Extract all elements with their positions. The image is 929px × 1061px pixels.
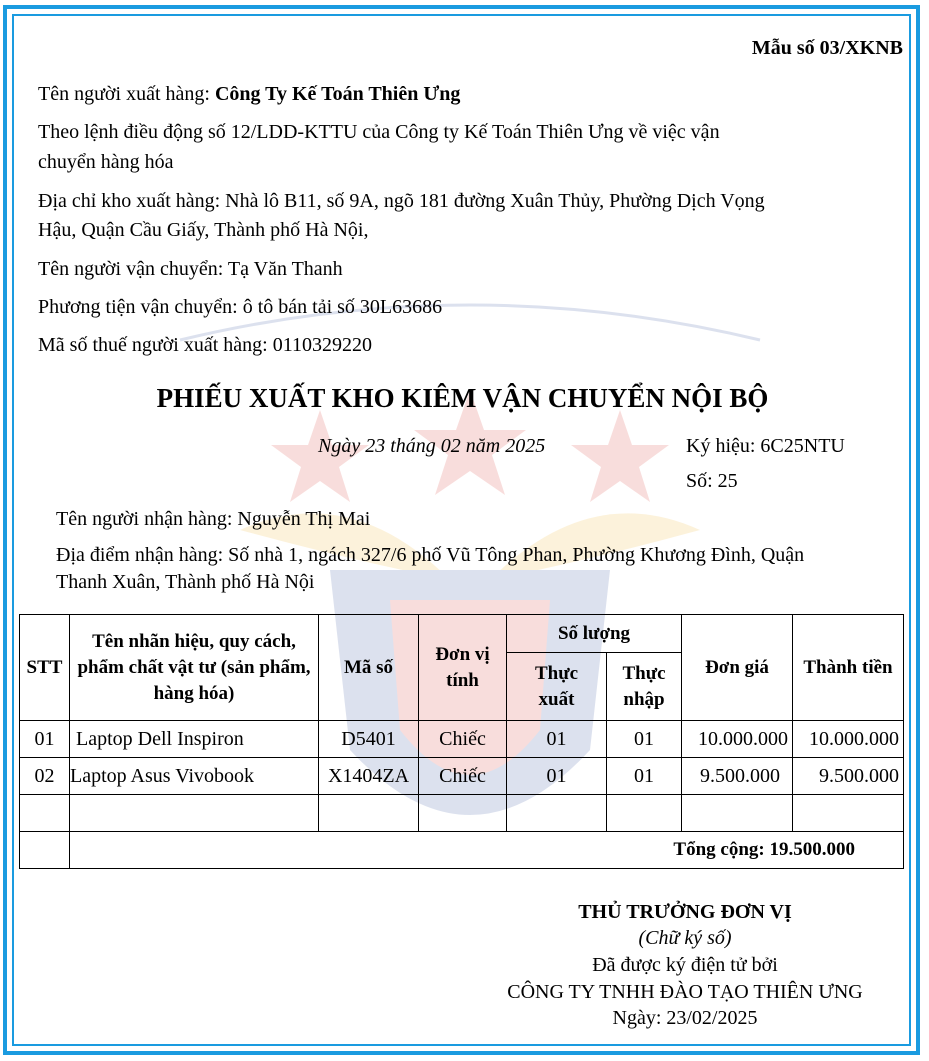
order-line-1: Theo lệnh điều động số 12/LDD-KTTU của Công ty Kế Toán Thiên Ưng về việc vận bbox=[38, 121, 720, 143]
shipper-line bbox=[38, 82, 460, 106]
header-price: Đơn giá bbox=[682, 615, 793, 721]
signature-date: Ngày: 23/02/2025 bbox=[612, 1007, 758, 1029]
shipper-label: Tên người xuất hàng: bbox=[38, 83, 215, 105]
warehouse-line-2: Hậu, Quận Cầu Giấy, Thành phố Hà Nội, bbox=[38, 219, 369, 241]
row-qty-in: 01 bbox=[607, 758, 682, 795]
table-row bbox=[20, 721, 904, 758]
row-stt: 01 bbox=[20, 721, 70, 758]
signature-title: THỦ TRƯỞNG ĐƠN VỊ bbox=[578, 901, 792, 923]
document-number: Số: 25 bbox=[686, 470, 738, 492]
total-amount: Tổng cộng: 19.500.000 bbox=[70, 832, 904, 869]
row-amount: 10.000.000 bbox=[793, 721, 904, 758]
empty-row bbox=[20, 795, 904, 832]
table-row bbox=[20, 758, 904, 795]
total-row bbox=[20, 832, 904, 869]
header-code: Mã số bbox=[319, 615, 419, 721]
symbol: Ký hiệu: 6C25NTU bbox=[686, 435, 845, 457]
header-qty-in: Thực nhập bbox=[607, 653, 682, 721]
row-code: X1404ZA bbox=[319, 758, 419, 795]
row-code: D5401 bbox=[319, 721, 419, 758]
row-qty-out: 01 bbox=[507, 721, 607, 758]
signed-by: Đã được ký điện tử bởi bbox=[592, 954, 778, 976]
row-price: 10.000.000 bbox=[682, 721, 793, 758]
shipper-name: Công Ty Kế Toán Thiên Ưng bbox=[214, 83, 461, 105]
row-name: Laptop Asus Vivobook bbox=[70, 758, 319, 795]
document-title: PHIẾU XUẤT KHO KIÊM VẬN CHUYỂN NỘI BỘ bbox=[156, 383, 769, 413]
items-table bbox=[19, 614, 904, 869]
signing-company: CÔNG TY TNHH ĐÀO TẠO THIÊN ƯNG bbox=[507, 981, 863, 1003]
row-qty-out: 01 bbox=[507, 758, 607, 795]
header-name: Tên nhãn hiệu, quy cách, phẩm chất vật tư (sản phẩm, hàng hóa) bbox=[70, 615, 319, 721]
order-line-2: chuyển hàng hóa bbox=[38, 151, 174, 173]
row-unit: Chiếc bbox=[419, 721, 507, 758]
row-qty-in: 01 bbox=[607, 721, 682, 758]
receive-line-2: Thanh Xuân, Thành phố Hà Nội bbox=[56, 571, 315, 593]
header-qty-out: Thực xuất bbox=[507, 653, 607, 721]
row-unit: Chiếc bbox=[419, 758, 507, 795]
signature-note: (Chữ ký số) bbox=[638, 927, 732, 949]
tax-code: Mã số thuế người xuất hàng: 0110329220 bbox=[38, 334, 372, 356]
form-code: Mẫu số 03/XKNB bbox=[751, 37, 903, 59]
receive-line-1: Địa điểm nhận hàng: Số nhà 1, ngách 327/6 phố Vũ Tông Phan, Phường Khương Đình, Quận bbox=[56, 544, 805, 566]
document-date: Ngày 23 tháng 02 năm 2025 bbox=[318, 435, 546, 457]
warehouse-line-1: Địa chỉ kho xuất hàng: Nhà lô B11, số 9A, ngõ 181 đường Xuân Thủy, Phường Dịch Vọng bbox=[38, 190, 765, 212]
row-amount: 9.500.000 bbox=[793, 758, 904, 795]
header-amount: Thành tiền bbox=[793, 615, 904, 721]
header-stt: STT bbox=[20, 615, 70, 721]
row-stt: 02 bbox=[20, 758, 70, 795]
vehicle: Phương tiện vận chuyển: ô tô bán tải số 30L63686 bbox=[38, 296, 443, 318]
transporter: Tên người vận chuyển: Tạ Văn Thanh bbox=[38, 258, 343, 280]
header-unit: Đơn vị tính bbox=[419, 615, 507, 721]
header-qty: Số lượng bbox=[507, 615, 682, 653]
row-name: Laptop Dell Inspiron bbox=[70, 721, 319, 758]
row-price: 9.500.000 bbox=[682, 758, 793, 795]
receiver: Tên người nhận hàng: Nguyễn Thị Mai bbox=[56, 508, 371, 530]
